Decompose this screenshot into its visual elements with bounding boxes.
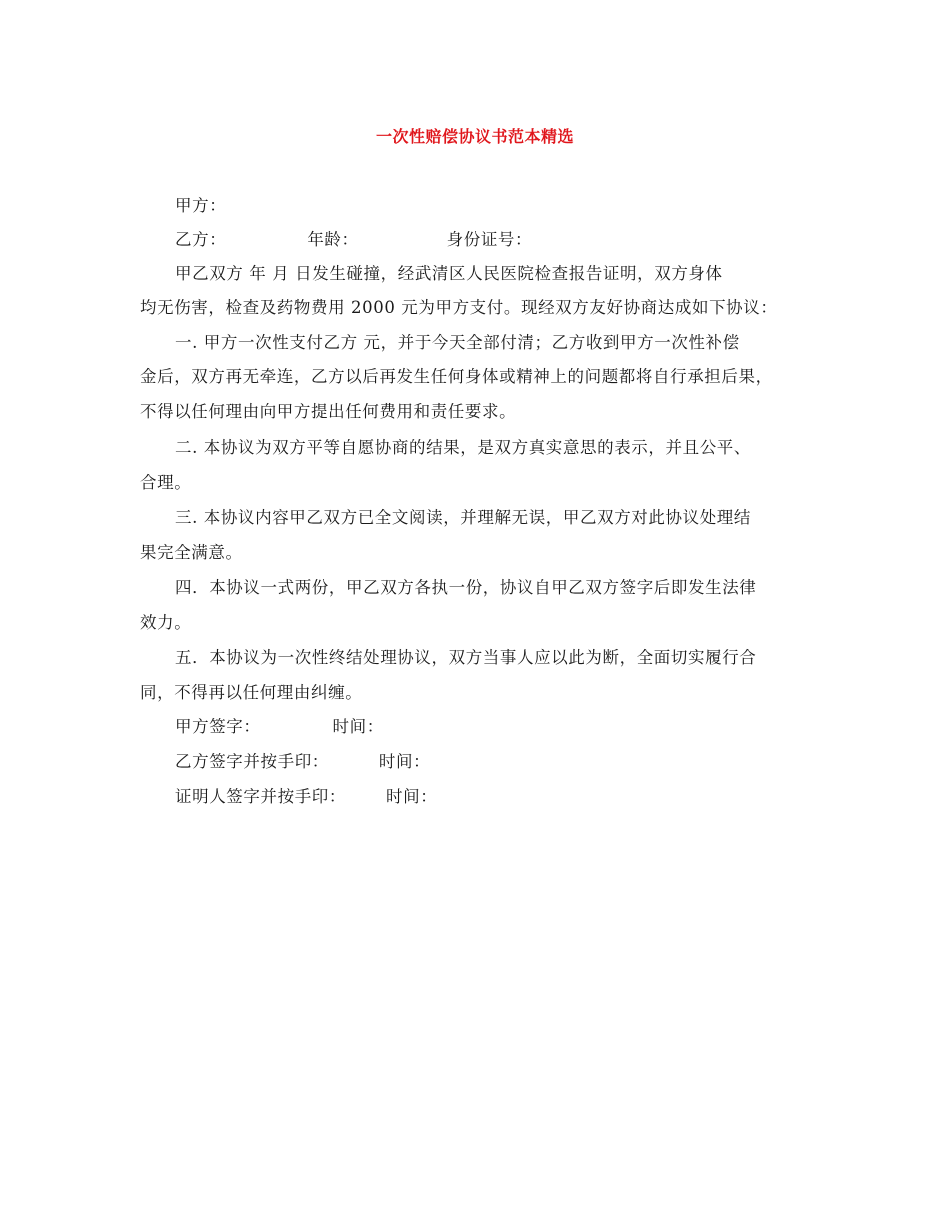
- paragraph-1-line-1: 甲乙双方 年 月 日发生碰撞，经武清区人民医院检查报告证明，双方身体: [175, 264, 723, 283]
- party-b-sign-label: 乙方签字并按手印：: [175, 752, 329, 771]
- item-4-line-2: 效力。: [140, 613, 192, 632]
- party-a-signature-line: [175, 715, 855, 739]
- witness-signature-line: [175, 785, 855, 809]
- party-b-signature-line: [175, 750, 855, 774]
- item-3-line-1: 三. 本协议内容甲乙双方已全文阅读，并理解无误，甲乙双方对此协议处理结: [175, 508, 751, 527]
- item-5-line-2: 同，不得再以任何理由纠缠。: [140, 683, 363, 702]
- item-4-line-1: 四．本协议一式两份，甲乙双方各执一份，协议自甲乙双方签字后即发生法律: [175, 578, 757, 597]
- item-2-line-2: 合理。: [140, 473, 192, 492]
- party-a-time-label: 时间：: [332, 717, 384, 736]
- party-a-sign-label: 甲方签字：: [175, 717, 261, 736]
- item-5-line-1: 五．本协议为一次性终结处理协议，双方当事人应以此为断，全面切实履行合: [175, 648, 757, 667]
- item-3-line-2: 果完全满意。: [140, 543, 243, 562]
- item-1-line-1: 一. 甲方一次性支付乙方 元，并于今天全部付清；乙方收到甲方一次性补偿: [175, 333, 740, 352]
- item-1-line-2: 金后，双方再无牵连，乙方以后再发生任何身体或精神上的问题都将自行承担后果，: [140, 367, 773, 386]
- party-a-line: 甲方：: [175, 196, 227, 215]
- witness-time-label: 时间：: [386, 787, 438, 806]
- age-label: 年龄：: [307, 230, 359, 249]
- item-1-line-3: 不得以任何理由向甲方提出任何费用和责任要求。: [140, 402, 517, 421]
- party-b-line: [175, 228, 855, 252]
- party-b-label: 乙方：: [175, 230, 227, 249]
- witness-sign-label: 证明人签字并按手印：: [175, 787, 346, 806]
- paragraph-1-line-2: 均无伤害，检查及药物费用 2000 元为甲方支付。现经双方友好协商达成如下协议：: [140, 298, 778, 317]
- id-number-label: 身份证号：: [446, 230, 533, 249]
- item-2-line-1: 二. 本协议为双方平等自愿协商的结果，是双方真实意思的表示，并且公平、: [175, 438, 751, 457]
- document-title: 一次性赔偿协议书范本精选: [375, 127, 574, 146]
- party-b-time-label: 时间：: [378, 752, 431, 771]
